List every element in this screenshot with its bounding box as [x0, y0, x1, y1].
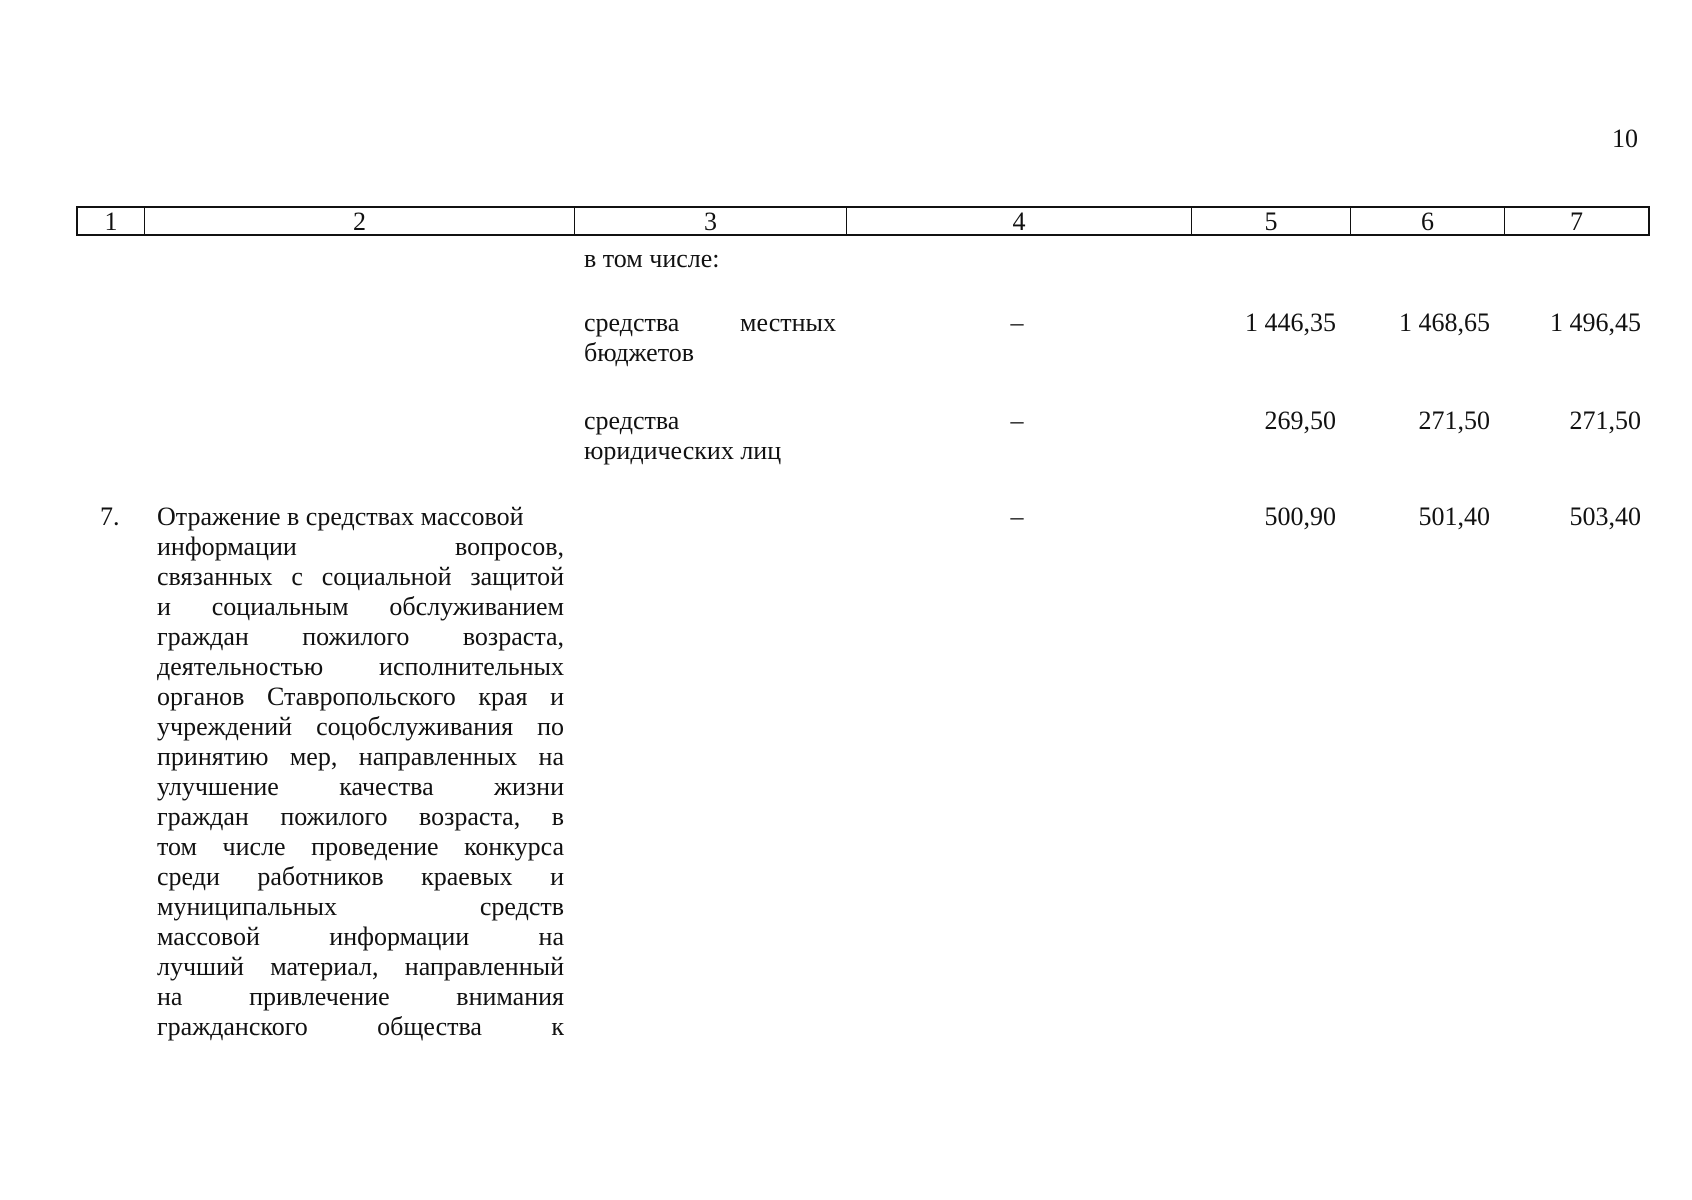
- description-line: том числе проведение конкурса: [157, 832, 564, 861]
- description-line: учреждений соцобслуживания по: [157, 712, 564, 741]
- header-col-5: 5: [1192, 208, 1351, 234]
- description-line: органов Ставропольского края и: [157, 682, 564, 711]
- cell-col7: 1 496,45: [1550, 308, 1641, 337]
- cell-col4: –: [1010, 406, 1024, 435]
- header-col-6: 6: [1351, 208, 1505, 234]
- description-line: деятельностью исполнительных: [157, 652, 564, 681]
- description-line: муниципальных средств: [157, 892, 564, 921]
- header-col-2: 2: [145, 208, 575, 234]
- description-line: информации вопросов,: [157, 532, 564, 561]
- cell-col4: –: [1010, 308, 1024, 337]
- header-col-3: 3: [575, 208, 847, 234]
- description-line: гражданского общества к: [157, 1012, 564, 1041]
- header-col-7: 7: [1570, 207, 1583, 236]
- description-line: граждан пожилого возраста, в: [157, 802, 564, 831]
- description-line: Отражение в средствах массовой: [157, 502, 524, 531]
- description-line: среди работников краевых и: [157, 862, 564, 891]
- page-number: 10: [1612, 124, 1638, 153]
- header-col-1: 1: [78, 208, 145, 234]
- row-number: 7.: [100, 502, 120, 531]
- row-subheading: в том числе:: [584, 244, 720, 273]
- cell-col6: 1 468,65: [1399, 308, 1490, 337]
- description-line: улучшение качества жизни: [157, 772, 564, 801]
- row-label-line: средства местных: [584, 308, 836, 337]
- cell-col5: 500,90: [1264, 502, 1336, 531]
- row-label-line: бюджетов: [584, 338, 695, 367]
- row-description: [157, 502, 564, 1042]
- description-line: граждан пожилого возраста,: [157, 622, 564, 651]
- cell-col6: 501,40: [1418, 502, 1490, 531]
- row-label-line: юридических лиц: [584, 436, 782, 465]
- header-col-4: 4: [847, 208, 1192, 234]
- description-line: массовой информации на: [157, 922, 564, 951]
- cell-col4: –: [1010, 502, 1024, 531]
- cell-col7: 271,50: [1569, 406, 1641, 435]
- cell-col5: 1 446,35: [1245, 308, 1336, 337]
- table-header-row: [76, 206, 1650, 236]
- row-label-line: средства: [584, 406, 680, 435]
- description-line: связанных с социальной защитой: [157, 562, 564, 591]
- description-line: лучший материал, направленный: [157, 952, 564, 981]
- cell-col7: 503,40: [1569, 502, 1641, 531]
- description-line: и социальным обслуживанием: [157, 592, 564, 621]
- description-line: принятию мер, направленных на: [157, 742, 564, 771]
- cell-col5: 269,50: [1264, 406, 1336, 435]
- description-line: на привлечение внимания: [157, 982, 564, 1011]
- table-row: [584, 406, 836, 466]
- cell-col6: 271,50: [1418, 406, 1490, 435]
- table-row: [584, 308, 836, 368]
